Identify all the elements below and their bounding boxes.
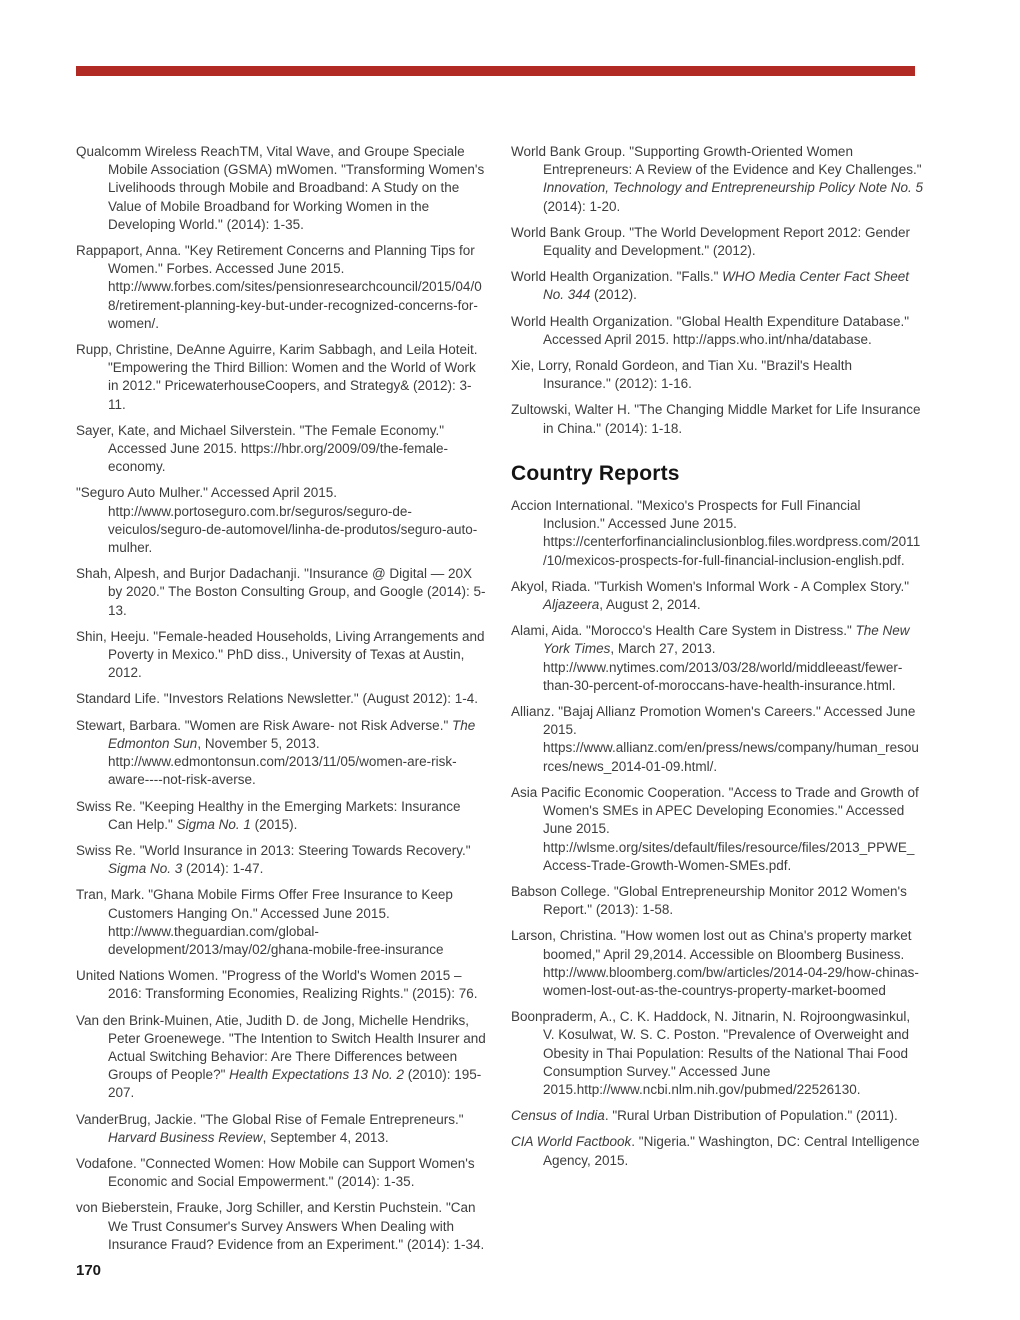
- citation-text: Akyol, Riada. "Turkish Women's Informal Work - A Complex Story.": [511, 578, 910, 594]
- citation-text: Rupp, Christine, DeAnne Aguirre, Karim Sabbagh, and Leila Hoteit. "Empowering the Third Billion: Women and the World of Work in 2012." PricewaterhouseCoopers, and Strategy& (2012): 3-11.: [76, 342, 478, 412]
- citation: [76, 484, 488, 557]
- citation-text: von Bieberstein, Frauke, Jorg Schiller, and Kerstin Puchstein. "Can We Trust Consumer's Survey Answers When Dealing with Insurance Fraud? Evidence from an Experiment." (2014): 1-34.: [76, 1200, 485, 1252]
- citation-italic-text: WHO Media Center Fact Sheet No. 344: [543, 269, 909, 303]
- citation-text: Shah, Alpesh, and Burjor Dadachanji. "Insurance @ Digital — 20X by 2020." The Boston Consulting Group, and Google (2014): 5-13.: [76, 566, 486, 618]
- citation: [511, 1008, 923, 1099]
- citation-italic-text: The New York Times: [543, 623, 910, 657]
- citation-text: , August 2, 2014.: [599, 597, 701, 613]
- citation: [76, 717, 488, 790]
- citation-text: , November 5, 2013. http://www.edmontonsun.com/2013/11/05/women-are-risk-aware----not-risk-averse.: [108, 735, 457, 788]
- citation-text: . "Nigeria." Washington, DC: Central Intelligence Agency, 2015.: [543, 1134, 920, 1168]
- citation-italic-text: Harvard Business Review: [108, 1129, 263, 1145]
- citation-text: "Seguro Auto Mulher." Accessed April 2015. http://www.portoseguro.com.br/seguros/seguro-de-veiculos/seguro-de-automovel/linha-de-produtos/seguro-auto-mulher.: [76, 485, 478, 556]
- citation: [76, 1155, 488, 1191]
- citation-text: Van den Brink-Muinen, Atie, Judith D. de Jong, Michelle Hendriks, Peter Groenewege. "The Intention to Switch Health Insurer and Actual Switching Behavior: Are There Differences between Groups of People?": [76, 1012, 486, 1083]
- citation-text: Standard Life. "Investors Relations Newsletter." (August 2012): 1-4.: [76, 691, 479, 707]
- citation-text: Accion International. "Mexico's Prospects for Full Financial Inclusion." Accessed June 2015. https://centerforfinancialinclusionblog.files.wordpress.com/2011/10/mexicos-prospects-for-full-financial-inclusion-english.pdf.: [511, 498, 921, 568]
- citation: [511, 313, 923, 349]
- citation-text: Swiss Re. "Keeping Healthy in the Emerging Markets: Insurance Can Help.": [76, 798, 461, 832]
- citation-text: Asia Pacific Economic Cooperation. "Access to Trade and Growth of Women's SMEs in APEC Developing Economies." Accessed June 2015. http://wlsme.org/sites/default/files/resource/files/2013_PPWE_Access-Trade-Growth-Women-SMEs.pdf.: [511, 784, 919, 873]
- citation-text: Xie, Lorry, Ronald Gordeon, and Tian Xu. "Brazil's Health Insurance." (2012): 1-16.: [511, 358, 853, 392]
- citation: [76, 967, 488, 1003]
- citation-text: World Bank Group. "The World Development Report 2012: Gender Equality and Development." (2012).: [511, 224, 910, 259]
- citation-text: United Nations Women. "Progress of the World's Women 2015 – 2016: Transforming Economies, Realizing Rights." (2015): 76.: [76, 968, 478, 1002]
- citation-text: World Bank Group. "Supporting Growth-Oriented Women Entrepreneurs: A Review of the Evidence and Key Challenges.": [511, 144, 922, 178]
- reference-list-left: [76, 143, 488, 1254]
- citation-italic-text: Sigma No. 1: [176, 816, 251, 832]
- citation: [76, 341, 488, 414]
- references-column-right: [511, 143, 923, 1178]
- citation: [511, 357, 923, 393]
- citation: [76, 1199, 488, 1254]
- citation: [511, 622, 923, 695]
- citation-italic-text: CIA World Factbook: [511, 1134, 632, 1150]
- citation: [511, 578, 923, 614]
- citation: [511, 1133, 923, 1169]
- section-heading-country-reports: Country Reports: [511, 461, 680, 485]
- citation: [76, 143, 488, 234]
- citation: [511, 784, 923, 875]
- citation-text: Alami, Aida. "Morocco's Health Care System in Distress.": [511, 623, 856, 639]
- citation-italic-text: Aljazeera: [543, 597, 600, 613]
- citation-text: Swiss Re. "World Insurance in 2013: Steering Towards Recovery.": [76, 842, 471, 858]
- citation-text: . "Rural Urban Distribution of Population." (2011).: [604, 1108, 898, 1124]
- citation: [511, 927, 923, 1000]
- citation-italic-text: The Edmonton Sun: [108, 717, 476, 751]
- citation: [76, 798, 488, 834]
- citation: [511, 143, 923, 216]
- citation-italic-text: Census of India: [511, 1108, 605, 1124]
- citation-text: Babson College. "Global Entrepreneurship Monitor 2012 Women's Report." (2013): 1-58.: [511, 883, 907, 918]
- citation: [511, 703, 923, 776]
- citation-text: Rappaport, Anna. "Key Retirement Concerns and Planning Tips for Women." Forbes. Accessed June 2015. http://www.forbes.com/sites/pensionresearchcouncil/2015/04/08/retirement-planning-key-but-under-recognized-concerns-for-women/.: [76, 243, 482, 331]
- citation-text: Vodafone. "Connected Women: How Mobile can Support Women's Economic and Social Empowerment." (2014): 1-35.: [76, 1155, 475, 1190]
- citation: [511, 224, 923, 260]
- citation-italic-text: Sigma No. 3: [108, 861, 183, 877]
- top-accent-bar: [76, 66, 915, 76]
- citation: [76, 842, 488, 878]
- citation: [76, 628, 488, 683]
- citation-text: Stewart, Barbara. "Women are Risk Aware- not Risk Adverse.": [76, 717, 452, 733]
- citation-text: , September 4, 2013.: [262, 1129, 389, 1145]
- citation-text: World Health Organization. "Global Health Expenditure Database." Accessed April 2015. http://apps.who.int/nha/database.: [511, 313, 910, 347]
- citation-text: Qualcomm Wireless ReachTM, Vital Wave, and Groupe Speciale Mobile Association (GSMA) mWomen. "Transforming Women's Livelihoods through Mobile and Broadband: A Study on the Value of Mobile Broadband for Working Women in the Developing World." (2014): 1-35.: [76, 144, 485, 232]
- citation: [511, 497, 923, 570]
- citation-text: (2015).: [250, 816, 298, 832]
- citation: [76, 690, 488, 708]
- citation: [76, 565, 488, 620]
- citation: [76, 886, 488, 959]
- citation: [76, 422, 488, 477]
- citation: [76, 242, 488, 333]
- citation-text: Zultowski, Walter H. "The Changing Middle Market for Life Insurance in China." (2014): 1-18.: [511, 402, 921, 436]
- citation-text: VanderBrug, Jackie. "The Global Rise of Female Entrepreneurs.": [76, 1111, 464, 1127]
- citation-text: Allianz. "Bajaj Allianz Promotion Women's Careers." Accessed June 2015. https://www.allianz.com/en/press/news/company/human_resources/news_2014-01-09.html/.: [511, 704, 919, 774]
- citation: [76, 1111, 488, 1147]
- citation-text: (2012).: [590, 287, 637, 303]
- page-number: 170: [76, 1262, 102, 1279]
- citation-text: Tran, Mark. "Ghana Mobile Firms Offer Free Insurance to Keep Customers Hanging On." Accessed June 2015. http://www.theguardian.com/global-development/2013/may/02/ghana-mobile-free-insurance: [76, 887, 453, 957]
- citation-italic-text: Health Expectations 13 No. 2: [229, 1067, 404, 1083]
- citation-text: World Health Organization. "Falls.": [511, 269, 723, 285]
- citation-text: (2010): 195-207.: [108, 1067, 482, 1101]
- reference-list-right: [511, 143, 923, 438]
- references-column-left: [76, 143, 488, 1262]
- citation-italic-text: Innovation, Technology and Entrepreneurship Policy Note No. 5: [543, 180, 923, 196]
- citation: [511, 883, 923, 919]
- country-reports-list: [511, 497, 923, 1170]
- citation: [511, 268, 923, 304]
- citation-text: (2014): 1-47.: [182, 861, 264, 877]
- citation: [511, 401, 923, 437]
- citation: [76, 1012, 488, 1103]
- citation-text: (2014): 1-20.: [543, 198, 621, 214]
- citation-text: Shin, Heeju. "Female-headed Households, Living Arrangements and Poverty in Mexico." PhD diss., University of Texas at Austin, 2012.: [76, 628, 485, 681]
- citation-text: Sayer, Kate, and Michael Silverstein. "The Female Economy." Accessed June 2015. https://hbr.org/2009/09/the-female-economy.: [76, 422, 448, 475]
- citation-text: Larson, Christina. "How women lost out as China's property market boomed," April 29,2014. Accessible on Bloomberg Business. http://www.bloomberg.com/bw/articles/2014-04-29/how-chinas-women-lost-out-as-the-countrys-property-market-boomed: [511, 928, 919, 998]
- citation-text: , March 27, 2013. http://www.nytimes.com/2013/03/28/world/middleeast/fewer-than-30-percent-of-moroccans-have-health-insurance.html.: [543, 641, 903, 693]
- citation-text: Boonpraderm, A., C. K. Haddock, N. Jitnarin, N. Rojroongwasinkul, V. Kosulwat, W. S. C. Poston. "Prevalence of Overweight and Obesity in Thai Population: Results of the National Thai Food Consumption Survey." Accessed June 2015.http://www.ncbi.nlm.nih.gov/pubmed/22526130.: [511, 1009, 911, 1097]
- citation: [511, 1107, 923, 1125]
